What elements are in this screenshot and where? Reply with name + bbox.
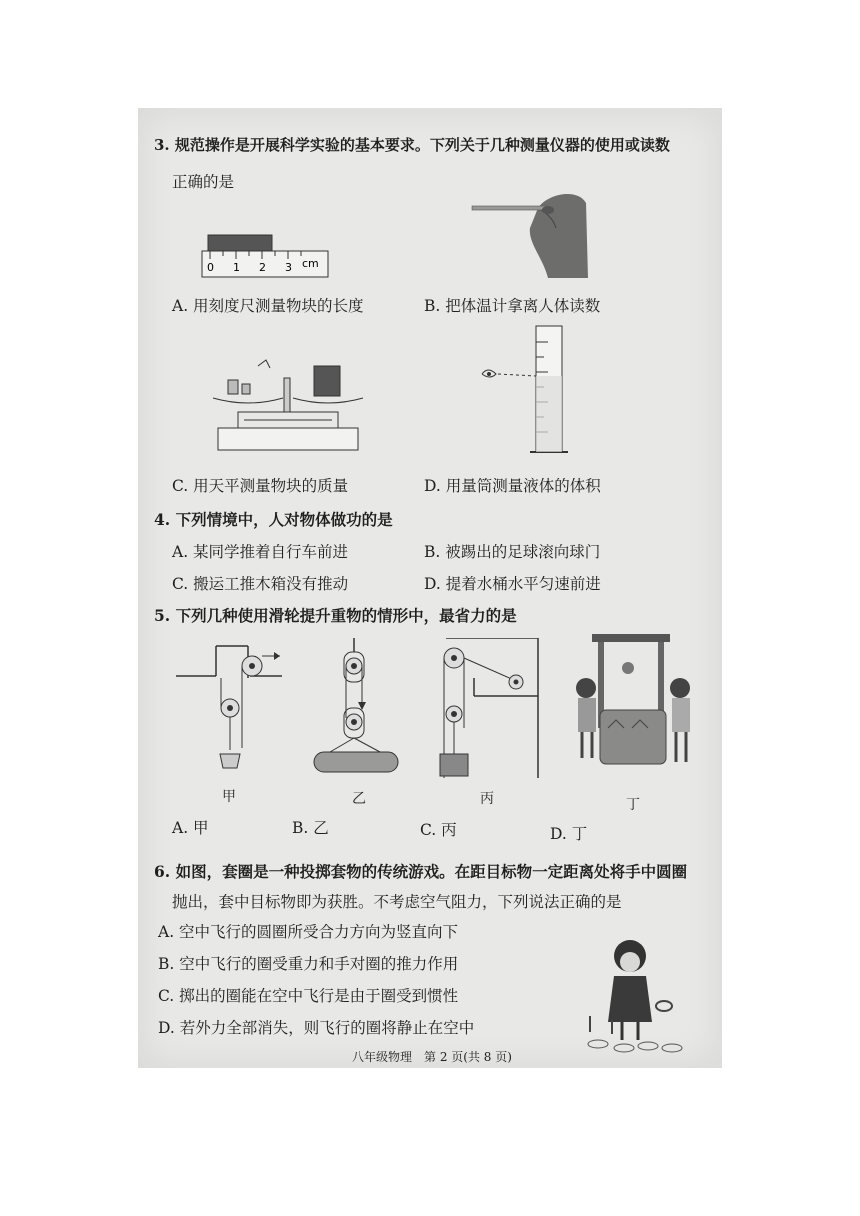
ruler-tick-3: 3: [285, 261, 292, 274]
q6-option-c: C. 掷出的圈能在空中飞行是由于圈受到惯性: [158, 987, 459, 1005]
q3-option-d: D. 用量筒测量液体的体积: [424, 477, 601, 495]
fig-label-ding: 丁: [626, 797, 640, 813]
well-figure-ding: [572, 628, 702, 778]
q6-option-b: B. 空中飞行的圈受重力和手对圈的推力作用: [158, 955, 459, 973]
q5-option-b: B. 乙: [292, 819, 329, 837]
q5-option-d: D. 丁: [550, 825, 588, 843]
fig-label-yi: 乙: [352, 791, 366, 807]
q3-option-c: C. 用天平测量物块的质量: [172, 477, 349, 495]
ruler-unit: cm: [302, 257, 319, 270]
q6-stem-line2: 抛出，套中目标物即为获胜。不考虑空气阻力，下列说法正确的是: [172, 893, 622, 911]
fig-label-bing: 丙: [480, 791, 494, 807]
q5-option-a: A. 甲: [172, 819, 209, 837]
ruler-figure: [198, 230, 338, 282]
ring-toss-figure: [578, 936, 698, 1056]
q4-option-b: B. 被踢出的足球滚向球门: [424, 543, 601, 561]
pulley-figure-jia: [174, 638, 284, 778]
q4-stem: 4. 下列情境中，人对物体做功的是: [154, 510, 393, 529]
q5-stem: 5. 下列几种使用滑轮提升重物的情形中，最省力的是: [154, 606, 517, 625]
q3-stem-line2: 正确的是: [172, 173, 235, 191]
q6-option-d: D. 若外力全部消失，则飞行的圈将静止在空中: [158, 1019, 475, 1037]
q4-option-a: A. 某同学推着自行车前进: [172, 543, 349, 561]
pulley-figure-yi: [310, 638, 410, 778]
pulley-figure-bing: [434, 638, 544, 778]
q3-option-a: A. 用刻度尺测量物块的长度: [172, 297, 364, 315]
ruler-tick-1: 1: [233, 261, 240, 274]
q6-stem-line1: 6. 如图，套圈是一种投掷套物的传统游戏。在距目标物一定距离处将手中圆圈: [154, 862, 688, 881]
balance-figure: [208, 358, 368, 458]
q4-option-c: C. 搬运工推木箱没有推动: [172, 575, 349, 593]
q6-option-a: A. 空中飞行的圆圈所受合力方向为竖直向下: [158, 923, 459, 941]
q4-option-d: D. 提着水桶水平匀速前进: [424, 575, 601, 593]
q3-option-b: B. 把体温计拿离人体读数: [424, 297, 601, 315]
fig-label-jia: 甲: [222, 789, 236, 805]
q3-stem-line1: 3. 规范操作是开展科学实验的基本要求。下列关于几种测量仪器的使用或读数: [154, 136, 670, 154]
ruler-tick-0: 0: [207, 261, 214, 274]
exam-page: [138, 108, 722, 1068]
ruler-tick-2: 2: [259, 261, 266, 274]
q5-option-c: C. 丙: [420, 821, 457, 839]
thermometer-hand-figure: [468, 188, 598, 282]
cylinder-figure: [478, 322, 588, 462]
page-footer: 八年级物理 第 2 页(共 8 页): [352, 1050, 512, 1064]
